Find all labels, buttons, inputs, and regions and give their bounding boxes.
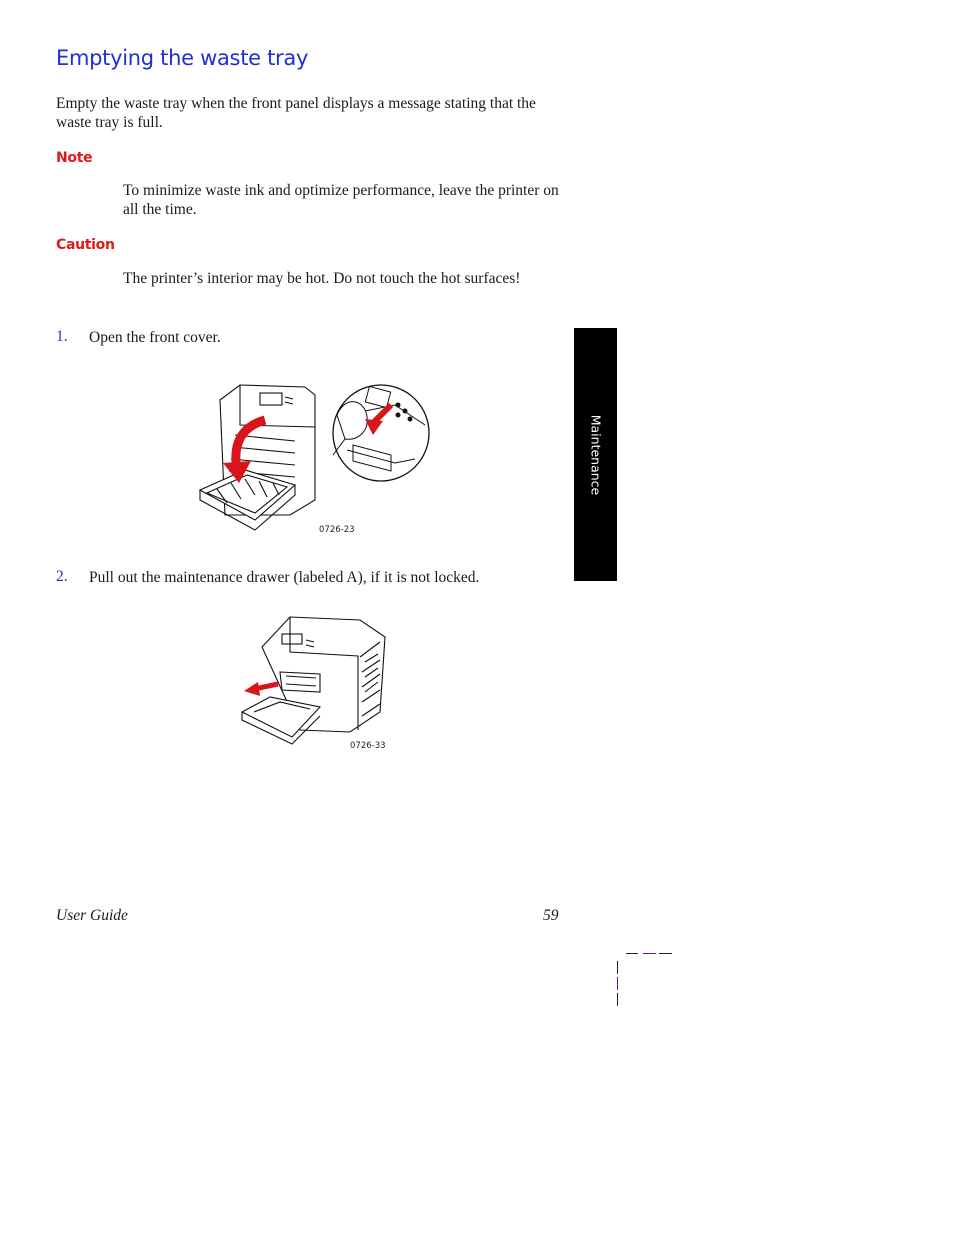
page-title: Emptying the waste tray	[56, 46, 309, 70]
section-tab-label: Maintenance	[588, 414, 603, 495]
figure-open-front-cover	[195, 375, 435, 535]
nav-mark[interactable]	[617, 961, 618, 974]
caution-text: The printer’s interior may be hot. Do not touch the hot surfaces!	[123, 270, 521, 287]
nav-mark[interactable]	[659, 953, 672, 954]
caution-label: Caution	[56, 237, 115, 253]
step-2-number: 2.	[56, 568, 68, 585]
page-number: 59	[543, 907, 559, 924]
step-2-text: Pull out the maintenance drawer (labeled A), if it is not locked.	[89, 569, 480, 586]
footer-title: User Guide	[56, 907, 128, 924]
note-label: Note	[56, 150, 93, 166]
step-1-number: 1.	[56, 328, 68, 345]
note-text: To minimize waste ink and optimize performance, leave the printer on all the time.	[123, 182, 559, 218]
nav-mark[interactable]	[617, 993, 618, 1006]
nav-mark[interactable]	[643, 953, 656, 954]
figure-maintenance-drawer	[240, 612, 390, 747]
figure-2-caption: 0726-33	[350, 741, 386, 751]
section-tab	[574, 328, 617, 581]
nav-mark[interactable]	[626, 953, 638, 954]
figure-1-caption: 0726-23	[319, 525, 355, 535]
step-1-text: Open the front cover.	[89, 329, 221, 346]
intro-paragraph: Empty the waste tray when the front panel displays a message stating that the waste tray is full.	[56, 95, 536, 131]
nav-mark[interactable]	[617, 977, 618, 990]
